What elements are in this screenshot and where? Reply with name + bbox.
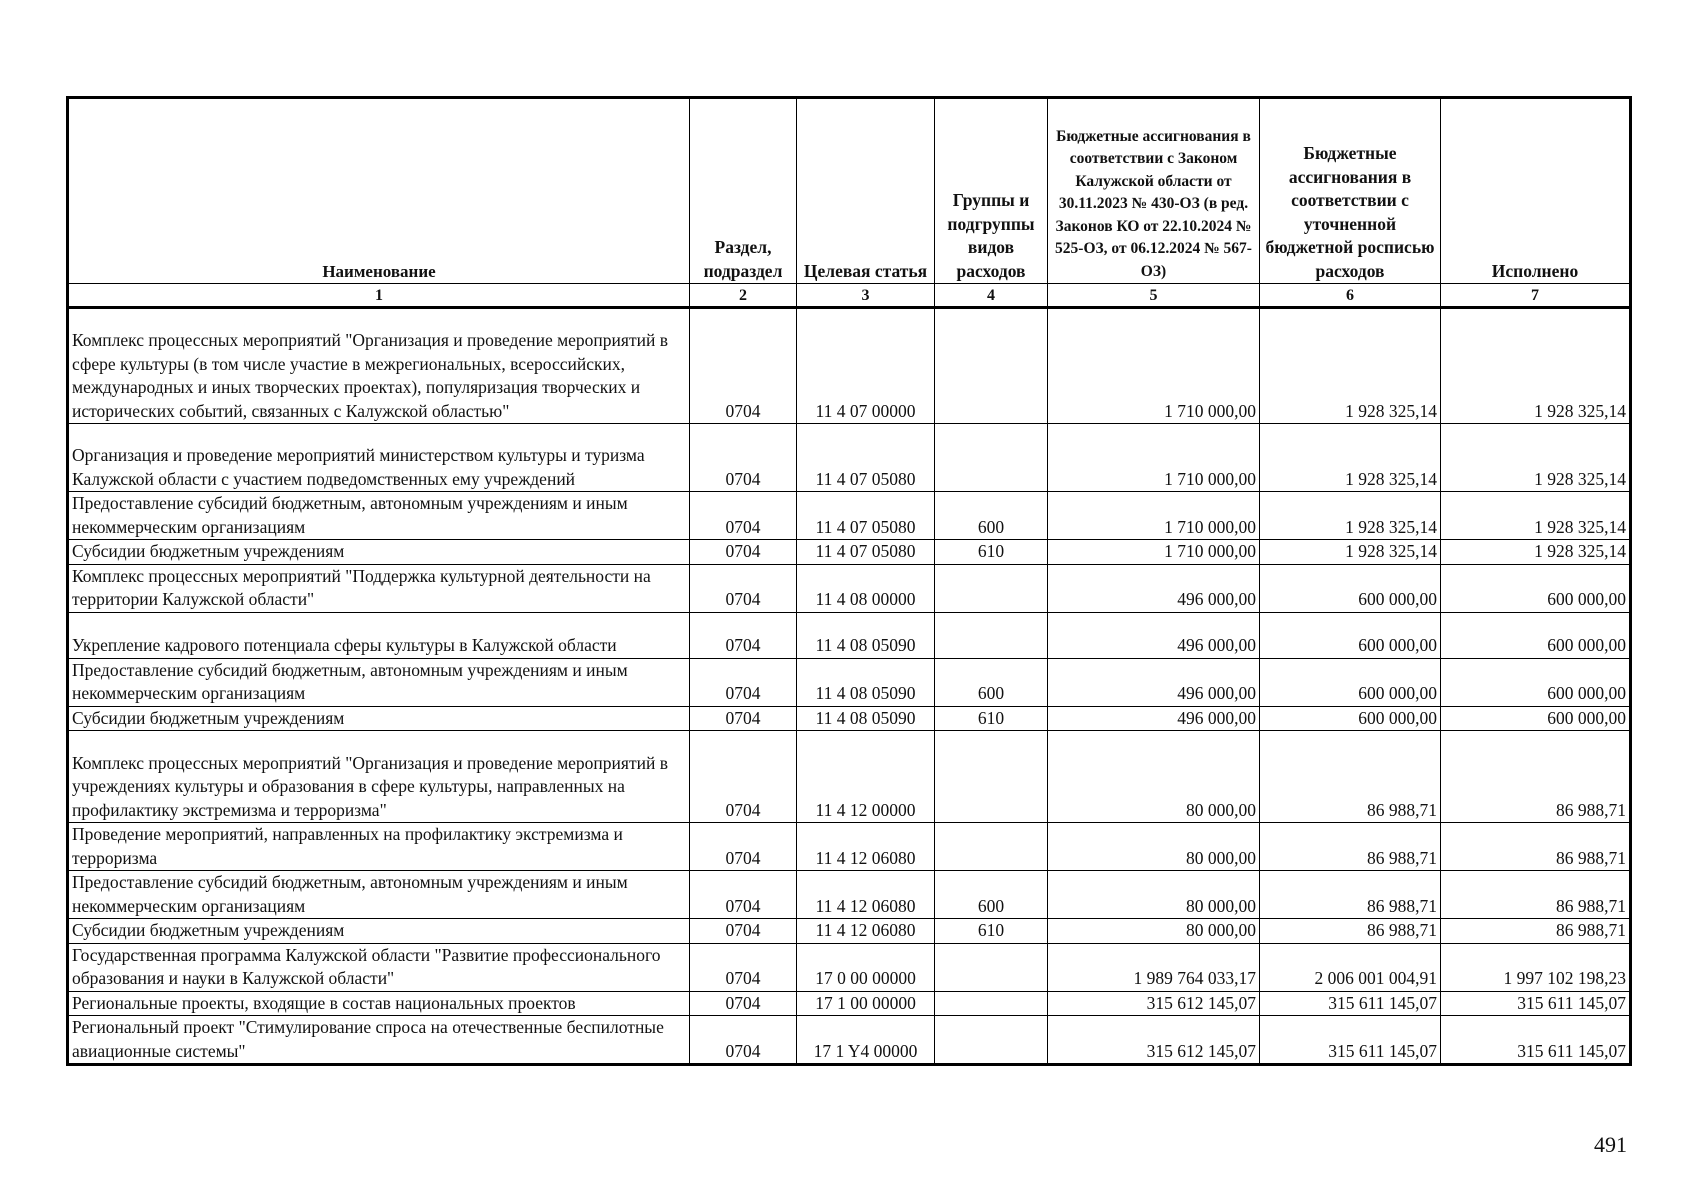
budget-table <box>66 96 1632 1066</box>
column-number: 1 <box>68 284 690 308</box>
row-name: Субсидии бюджетным учреждениям <box>68 919 690 944</box>
row-expense-group: 600 <box>935 658 1048 706</box>
row-budget-refined: 86 988,71 <box>1260 823 1441 871</box>
row-target-article: 11 4 12 00000 <box>797 731 935 823</box>
row-budget-law: 1 710 000,00 <box>1048 308 1260 424</box>
row-target-article: 11 4 08 05090 <box>797 706 935 731</box>
row-budget-law: 496 000,00 <box>1048 564 1260 612</box>
row-budget-law: 80 000,00 <box>1048 731 1260 823</box>
row-expense-group <box>935 731 1048 823</box>
table-row <box>68 1016 1631 1065</box>
row-section-code: 0704 <box>690 991 797 1016</box>
table-row <box>68 706 1631 731</box>
row-executed: 315 611 145,07 <box>1441 991 1631 1016</box>
row-budget-law: 80 000,00 <box>1048 823 1260 871</box>
row-budget-law: 496 000,00 <box>1048 658 1260 706</box>
header-target-article: Целевая статья <box>797 98 935 284</box>
row-target-article: 11 4 07 05080 <box>797 424 935 492</box>
row-name: Предоставление субсидий бюджетным, автономным учреждениям и иным некоммерческим организациям <box>68 658 690 706</box>
row-section-code: 0704 <box>690 1016 797 1065</box>
row-budget-refined: 2 006 001 004,91 <box>1260 943 1441 991</box>
column-number: 4 <box>935 284 1048 308</box>
row-name: Организация и проведение мероприятий министерством культуры и туризма Калужской области с участием подведомственных ему учреждений <box>68 424 690 492</box>
row-name: Субсидии бюджетным учреждениям <box>68 540 690 565</box>
row-target-article: 11 4 07 05080 <box>797 492 935 540</box>
table-row <box>68 871 1631 919</box>
row-expense-group <box>935 1016 1048 1065</box>
table-row <box>68 540 1631 565</box>
row-section-code: 0704 <box>690 919 797 944</box>
header-name: Наименование <box>68 98 690 284</box>
row-budget-law: 80 000,00 <box>1048 919 1260 944</box>
header-expense-groups: Группы и подгруппы видов расходов <box>935 98 1048 284</box>
row-expense-group <box>935 612 1048 658</box>
column-number: 2 <box>690 284 797 308</box>
row-executed: 86 988,71 <box>1441 823 1631 871</box>
row-name: Комплекс процессных мероприятий "Организация и проведение мероприятий в сфере культуры (в том числе участие в межрегиональных, всероссийских, международных и иных творческих проектах), популяризация творческих и исторических событий, связанных с Калужской областью" <box>68 308 690 424</box>
row-expense-group <box>935 308 1048 424</box>
row-executed: 600 000,00 <box>1441 564 1631 612</box>
row-executed: 86 988,71 <box>1441 919 1631 944</box>
row-expense-group <box>935 424 1048 492</box>
row-target-article: 11 4 07 05080 <box>797 540 935 565</box>
row-executed: 1 928 325,14 <box>1441 492 1631 540</box>
table-row <box>68 658 1631 706</box>
table-row <box>68 424 1631 492</box>
page-number: 491 <box>1594 1132 1627 1157</box>
row-target-article: 11 4 12 06080 <box>797 871 935 919</box>
table-row <box>68 564 1631 612</box>
row-section-code: 0704 <box>690 706 797 731</box>
row-target-article: 11 4 12 06080 <box>797 919 935 944</box>
row-budget-refined: 600 000,00 <box>1260 612 1441 658</box>
row-name: Предоставление субсидий бюджетным, автономным учреждениям и иным некоммерческим организациям <box>68 492 690 540</box>
row-executed: 315 611 145,07 <box>1441 1016 1631 1065</box>
row-name: Предоставление субсидий бюджетным, автономным учреждениям и иным некоммерческим организациям <box>68 871 690 919</box>
row-expense-group <box>935 943 1048 991</box>
row-executed: 86 988,71 <box>1441 871 1631 919</box>
row-expense-group <box>935 991 1048 1016</box>
row-target-article: 11 4 08 05090 <box>797 658 935 706</box>
row-target-article: 17 0 00 00000 <box>797 943 935 991</box>
row-executed: 600 000,00 <box>1441 706 1631 731</box>
row-expense-group: 600 <box>935 492 1048 540</box>
row-section-code: 0704 <box>690 823 797 871</box>
row-expense-group: 610 <box>935 706 1048 731</box>
row-name: Государственная программа Калужской области "Развитие профессионального образования и науки в Калужской области" <box>68 943 690 991</box>
row-expense-group: 600 <box>935 871 1048 919</box>
row-target-article: 11 4 08 05090 <box>797 612 935 658</box>
column-number: 7 <box>1441 284 1631 308</box>
row-section-code: 0704 <box>690 943 797 991</box>
row-budget-law: 80 000,00 <box>1048 871 1260 919</box>
row-expense-group: 610 <box>935 540 1048 565</box>
row-budget-refined: 86 988,71 <box>1260 731 1441 823</box>
row-budget-refined: 600 000,00 <box>1260 706 1441 731</box>
table-row <box>68 308 1631 424</box>
row-budget-refined: 1 928 325,14 <box>1260 540 1441 565</box>
row-expense-group: 610 <box>935 919 1048 944</box>
row-target-article: 11 4 07 00000 <box>797 308 935 424</box>
row-section-code: 0704 <box>690 658 797 706</box>
row-budget-refined: 315 611 145,07 <box>1260 1016 1441 1065</box>
row-budget-law: 1 710 000,00 <box>1048 424 1260 492</box>
row-budget-law: 1 989 764 033,17 <box>1048 943 1260 991</box>
header-row <box>68 98 1631 284</box>
row-name: Комплекс процессных мероприятий "Организация и проведение мероприятий в учреждениях культуры и образования в сфере культуры, направленных на профилактику экстремизма и терроризма" <box>68 731 690 823</box>
table-row <box>68 823 1631 871</box>
row-budget-refined: 600 000,00 <box>1260 564 1441 612</box>
table-row <box>68 731 1631 823</box>
header-executed: Исполнено <box>1441 98 1631 284</box>
row-section-code: 0704 <box>690 308 797 424</box>
table-row <box>68 991 1631 1016</box>
row-executed: 1 928 325,14 <box>1441 540 1631 565</box>
row-expense-group <box>935 564 1048 612</box>
row-budget-refined: 86 988,71 <box>1260 919 1441 944</box>
row-target-article: 17 1 Y4 00000 <box>797 1016 935 1065</box>
row-budget-refined: 1 928 325,14 <box>1260 308 1441 424</box>
table-row <box>68 919 1631 944</box>
row-executed: 600 000,00 <box>1441 612 1631 658</box>
row-name: Комплекс процессных мероприятий "Поддержка культурной деятельности на территории Калужской области" <box>68 564 690 612</box>
row-budget-law: 496 000,00 <box>1048 612 1260 658</box>
header-budget-refined: Бюджетные ассигнования в соответствии с уточненной бюджетной росписью расходов <box>1260 98 1441 284</box>
row-section-code: 0704 <box>690 540 797 565</box>
header-section: Раздел, подраздел <box>690 98 797 284</box>
column-number-row <box>68 284 1631 308</box>
row-name: Субсидии бюджетным учреждениям <box>68 706 690 731</box>
row-target-article: 17 1 00 00000 <box>797 991 935 1016</box>
column-number: 3 <box>797 284 935 308</box>
row-name: Региональный проект "Стимулирование спроса на отечественные беспилотные авиационные системы" <box>68 1016 690 1065</box>
table-row <box>68 492 1631 540</box>
row-executed: 1 928 325,14 <box>1441 308 1631 424</box>
row-section-code: 0704 <box>690 492 797 540</box>
row-executed: 1 997 102 198,23 <box>1441 943 1631 991</box>
row-section-code: 0704 <box>690 424 797 492</box>
row-budget-refined: 86 988,71 <box>1260 871 1441 919</box>
row-budget-refined: 1 928 325,14 <box>1260 492 1441 540</box>
row-budget-law: 1 710 000,00 <box>1048 540 1260 565</box>
row-budget-law: 1 710 000,00 <box>1048 492 1260 540</box>
row-section-code: 0704 <box>690 731 797 823</box>
row-name: Региональные проекты, входящие в состав национальных проектов <box>68 991 690 1016</box>
row-name: Проведение мероприятий, направленных на профилактику экстремизма и терроризма <box>68 823 690 871</box>
table-row <box>68 612 1631 658</box>
row-section-code: 0704 <box>690 871 797 919</box>
row-budget-refined: 1 928 325,14 <box>1260 424 1441 492</box>
row-budget-law: 315 612 145,07 <box>1048 1016 1260 1065</box>
row-target-article: 11 4 08 00000 <box>797 564 935 612</box>
row-expense-group <box>935 823 1048 871</box>
table-body <box>68 308 1631 1065</box>
column-number: 6 <box>1260 284 1441 308</box>
row-section-code: 0704 <box>690 564 797 612</box>
row-target-article: 11 4 12 06080 <box>797 823 935 871</box>
row-budget-refined: 600 000,00 <box>1260 658 1441 706</box>
column-number: 5 <box>1048 284 1260 308</box>
row-executed: 600 000,00 <box>1441 658 1631 706</box>
row-budget-law: 315 612 145,07 <box>1048 991 1260 1016</box>
header-budget-law: Бюджетные ассигнования в соответствии с Законом Калужской области от 30.11.2023 № 430-ОЗ (в ред. Законов КО от 22.10.2024 № 525-ОЗ, от 06.12.2024 № 567-ОЗ) <box>1048 98 1260 284</box>
row-executed: 86 988,71 <box>1441 731 1631 823</box>
row-section-code: 0704 <box>690 612 797 658</box>
row-executed: 1 928 325,14 <box>1441 424 1631 492</box>
row-budget-law: 496 000,00 <box>1048 706 1260 731</box>
row-budget-refined: 315 611 145,07 <box>1260 991 1441 1016</box>
table-row <box>68 943 1631 991</box>
row-name: Укрепление кадрового потенциала сферы культуры в Калужской области <box>68 612 690 658</box>
